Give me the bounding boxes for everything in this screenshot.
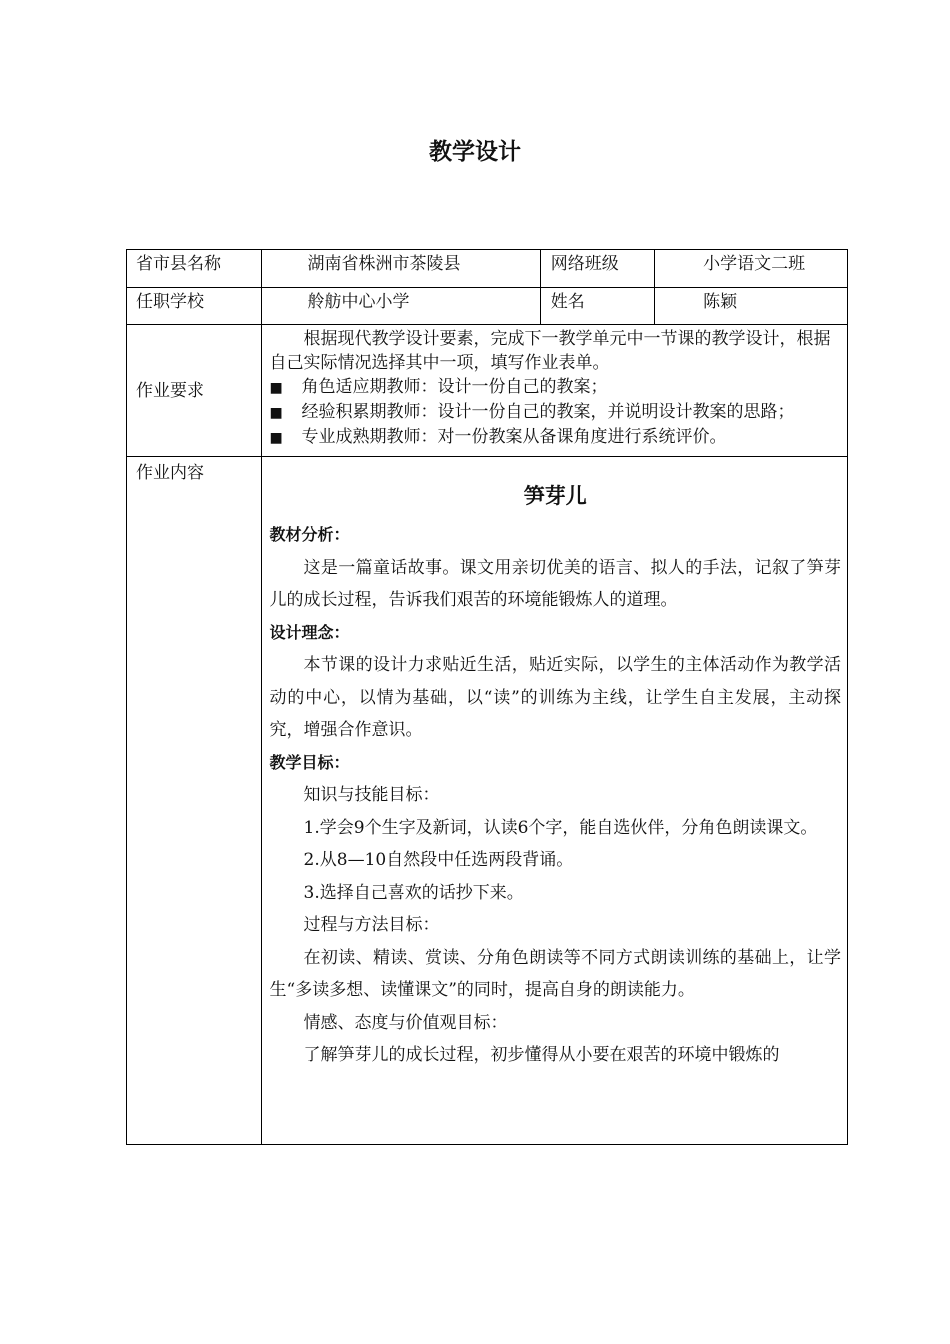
subheading: 过程与方法目标： — [303, 915, 440, 935]
table-row — [127, 325, 848, 457]
requirement-item: 专业成熟期教师：对一份教案从备课角度进行系统评价。 — [301, 427, 727, 447]
requirements-cell — [261, 325, 847, 457]
school-label: 任职学校 — [127, 288, 262, 325]
class-label: 网络班级 — [540, 250, 654, 288]
name-label: 姓名 — [540, 288, 654, 325]
list-item — [270, 400, 841, 425]
assignment-form-table — [126, 249, 848, 1145]
paragraph: 本节课的设计力求贴近生活，贴近实际，以学生的主体活动作为教学活动的中心，以情为基础，以“读”的训练为主线，让学生自主发展，主动探究，增强合作意识。 — [269, 655, 841, 740]
bullet-square-icon: ■ — [269, 380, 283, 396]
class-value: 小学语文二班 — [655, 250, 848, 288]
section-heading: 教材分析： — [269, 525, 350, 544]
requirement-item: 经验积累期教师：设计一份自己的教案，并说明设计教案的思路； — [301, 402, 795, 422]
county-label: 省市县名称 — [127, 250, 262, 288]
lesson-title: 笋芽儿 — [523, 484, 587, 508]
bullet-square-icon: ■ — [269, 430, 283, 446]
subheading: 情感、态度与价值观目标： — [303, 1012, 508, 1033]
content-label: 作业内容 — [127, 457, 262, 1145]
paragraph: 2.从8—10自然段中任选两段背诵。 — [303, 850, 574, 870]
requirement-item: 角色适应期教师：设计一份自己的教案； — [301, 377, 608, 397]
document-title: 教学设计 — [429, 139, 521, 165]
requirements-intro: 根据现代教学设计要素，完成下一教学单元中一节课的教学设计，根据自己实际情况选择其中一项，填写作业表单。 — [269, 329, 831, 373]
section-heading: 设计理念： — [269, 622, 350, 642]
content-cell — [261, 457, 847, 1145]
name-value: 陈颖 — [655, 288, 848, 325]
list-item — [270, 425, 841, 450]
section-heading: 教学目标： — [269, 752, 350, 772]
table-row — [127, 288, 848, 325]
bullet-square-icon: ■ — [269, 405, 283, 421]
paragraph: 在初读、精读、赏读、分角色朗读等不同方式朗读训练的基础上，让学生“多读多想、读懂课文”的同时，提高自身的朗读能力。 — [269, 947, 841, 1000]
table-row — [127, 457, 848, 1145]
paragraph: 这是一篇童话故事。课文用亲切优美的语言、拟人的手法，记叙了笋芽儿的成长过程，告诉我们艰苦的环境能锻炼人的道理。 — [269, 557, 841, 610]
paragraph: 1.学会9个生字及新词，认读6个字，能自选伙伴，分角色朗读课文。 — [303, 817, 818, 838]
paragraph: 了解笋芽儿的成长过程，初步懂得从小要在艰苦的环境中锻炼的 — [303, 1045, 780, 1065]
requirements-label: 作业要求 — [127, 325, 262, 457]
table-row — [127, 250, 848, 288]
list-item — [270, 375, 841, 400]
paragraph: 3.选择自己喜欢的话抄下来。 — [303, 882, 524, 903]
county-value: 湖南省株洲市茶陵县 — [261, 250, 540, 288]
school-value: 舲舫中心小学 — [261, 288, 540, 325]
subheading: 知识与技能目标： — [303, 785, 440, 805]
